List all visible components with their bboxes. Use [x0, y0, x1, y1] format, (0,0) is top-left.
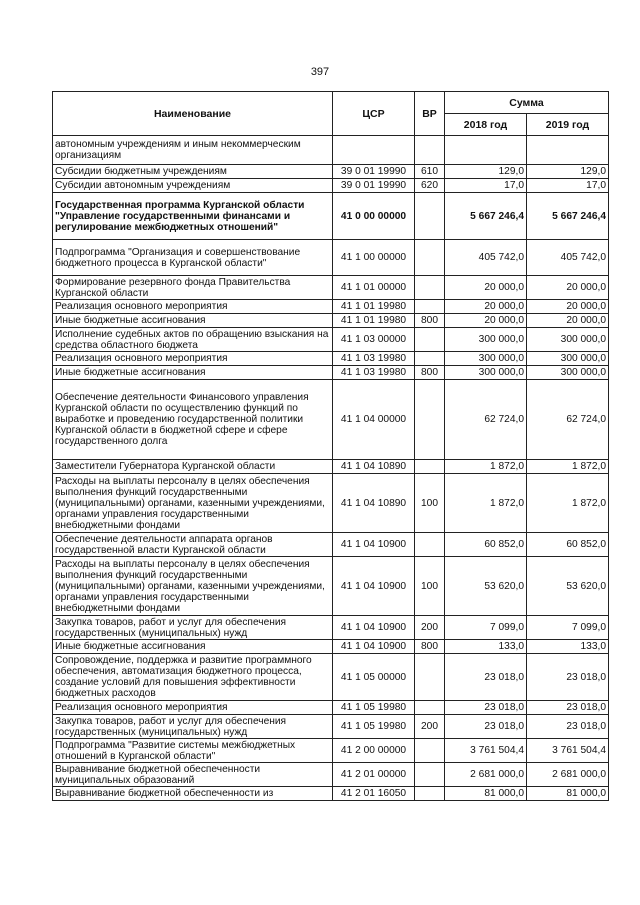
row-amount-2019: 129,0 — [527, 165, 609, 179]
table-row — [53, 165, 609, 179]
row-vr — [415, 300, 445, 314]
table-row — [53, 640, 609, 654]
row-amount-2018: 300 000,0 — [445, 328, 527, 352]
row-name: Исполнение судебных актов по обращению взыскания на средства областного бюджета — [53, 328, 333, 352]
row-vr: 620 — [415, 179, 445, 193]
row-amount-2018: 129,0 — [445, 165, 527, 179]
row-amount-2019: 1 872,0 — [527, 474, 609, 533]
row-name: Закупка товаров, работ и услуг для обеспечения государственных (муниципальных) нужд — [53, 616, 333, 640]
row-vr: 100 — [415, 557, 445, 616]
row-amount-2019: 300 000,0 — [527, 366, 609, 380]
row-amount-2019: 23 018,0 — [527, 701, 609, 715]
row-vr — [415, 328, 445, 352]
row-name: Государственная программа Курганской области "Управление государственными финансами и регулирование межбюджетных отношений" — [53, 193, 333, 240]
row-amount-2019 — [527, 136, 609, 165]
row-csr: 41 1 05 19980 — [333, 701, 415, 715]
row-vr: 800 — [415, 314, 445, 328]
row-csr: 41 1 05 00000 — [333, 654, 415, 701]
row-amount-2018: 17,0 — [445, 179, 527, 193]
row-amount-2019: 53 620,0 — [527, 557, 609, 616]
table-row — [53, 380, 609, 460]
header-vr: ВР — [415, 92, 445, 136]
row-name: Иные бюджетные ассигнования — [53, 640, 333, 654]
row-csr: 39 0 01 19990 — [333, 165, 415, 179]
row-csr: 41 1 04 10890 — [333, 460, 415, 474]
row-csr: 41 1 01 19980 — [333, 314, 415, 328]
row-vr — [415, 352, 445, 366]
row-csr: 41 1 00 00000 — [333, 240, 415, 276]
table-row — [53, 300, 609, 314]
page-number: 397 — [310, 66, 330, 78]
row-vr — [415, 276, 445, 300]
row-vr: 200 — [415, 616, 445, 640]
row-amount-2018: 23 018,0 — [445, 715, 527, 739]
row-amount-2019: 23 018,0 — [527, 654, 609, 701]
row-csr: 41 1 04 10900 — [333, 533, 415, 557]
header-2018: 2018 год — [445, 114, 527, 136]
row-amount-2019: 62 724,0 — [527, 380, 609, 460]
row-csr: 41 1 04 10900 — [333, 616, 415, 640]
row-csr: 41 1 03 19980 — [333, 352, 415, 366]
row-vr — [415, 193, 445, 240]
row-vr: 200 — [415, 715, 445, 739]
row-amount-2019: 5 667 246,4 — [527, 193, 609, 240]
row-amount-2018: 81 000,0 — [445, 787, 527, 801]
row-name: Обеспечение деятельности аппарата органов государственной власти Курганской области — [53, 533, 333, 557]
row-csr: 41 1 03 00000 — [333, 328, 415, 352]
row-amount-2018 — [445, 136, 527, 165]
row-amount-2018: 1 872,0 — [445, 474, 527, 533]
row-amount-2018: 20 000,0 — [445, 300, 527, 314]
row-vr — [415, 739, 445, 763]
table-row — [53, 352, 609, 366]
row-name: Заместители Губернатора Курганской области — [53, 460, 333, 474]
row-name: Реализация основного мероприятия — [53, 352, 333, 366]
row-name: автономным учреждениям и иным некоммерческим организациям — [53, 136, 333, 165]
table-row — [53, 715, 609, 739]
table-row — [53, 739, 609, 763]
row-csr: 41 0 00 00000 — [333, 193, 415, 240]
row-name: Подпрограмма "Развитие системы межбюджетных отношений в Курганской области" — [53, 739, 333, 763]
row-csr: 41 1 04 00000 — [333, 380, 415, 460]
budget-table — [52, 91, 609, 801]
row-vr — [415, 460, 445, 474]
row-vr — [415, 787, 445, 801]
row-vr: 800 — [415, 640, 445, 654]
row-name: Расходы на выплаты персоналу в целях обеспечения выполнения функций государственными (муниципальными) органами, казенными учреждениями, органами управления государственными внебюджетными фондами — [53, 557, 333, 616]
row-amount-2019: 3 761 504,4 — [527, 739, 609, 763]
row-amount-2018: 62 724,0 — [445, 380, 527, 460]
row-name: Сопровождение, поддержка и развитие программного обеспечения, автоматизация бюджетного процесса, создание условий для повышения эффективности бюджетных расходов — [53, 654, 333, 701]
row-name: Расходы на выплаты персоналу в целях обеспечения выполнения функций государственными (муниципальными) органами, казенными учреждениями, органами управления государственными внебюджетными фондами — [53, 474, 333, 533]
table-row — [53, 763, 609, 787]
row-vr — [415, 240, 445, 276]
table-row — [53, 366, 609, 380]
row-amount-2019: 23 018,0 — [527, 715, 609, 739]
row-amount-2019: 17,0 — [527, 179, 609, 193]
row-amount-2019: 133,0 — [527, 640, 609, 654]
row-amount-2019: 81 000,0 — [527, 787, 609, 801]
row-csr: 41 2 01 16050 — [333, 787, 415, 801]
row-amount-2018: 3 761 504,4 — [445, 739, 527, 763]
row-vr — [415, 654, 445, 701]
row-amount-2018: 405 742,0 — [445, 240, 527, 276]
row-amount-2019: 405 742,0 — [527, 240, 609, 276]
table-row — [53, 328, 609, 352]
header-sum: Сумма — [445, 92, 609, 114]
row-amount-2019: 60 852,0 — [527, 533, 609, 557]
row-name: Субсидии бюджетным учреждениям — [53, 165, 333, 179]
row-csr: 41 1 04 10900 — [333, 640, 415, 654]
row-amount-2018: 5 667 246,4 — [445, 193, 527, 240]
row-csr: 41 1 03 19980 — [333, 366, 415, 380]
row-amount-2019: 20 000,0 — [527, 300, 609, 314]
row-csr: 41 1 01 00000 — [333, 276, 415, 300]
row-amount-2018: 1 872,0 — [445, 460, 527, 474]
row-csr: 41 2 01 00000 — [333, 763, 415, 787]
row-amount-2018: 23 018,0 — [445, 654, 527, 701]
header-2019: 2019 год — [527, 114, 609, 136]
row-amount-2018: 133,0 — [445, 640, 527, 654]
table-row — [53, 533, 609, 557]
table-row — [53, 179, 609, 193]
table-row — [53, 240, 609, 276]
row-csr: 41 1 01 19980 — [333, 300, 415, 314]
row-amount-2018: 7 099,0 — [445, 616, 527, 640]
row-amount-2019: 1 872,0 — [527, 460, 609, 474]
row-amount-2018: 20 000,0 — [445, 276, 527, 300]
table-row — [53, 136, 609, 165]
row-amount-2018: 23 018,0 — [445, 701, 527, 715]
row-vr — [415, 380, 445, 460]
row-csr — [333, 136, 415, 165]
row-name: Формирование резервного фонда Правительства Курганской области — [53, 276, 333, 300]
row-amount-2019: 7 099,0 — [527, 616, 609, 640]
header-csr: ЦСР — [333, 92, 415, 136]
row-amount-2019: 300 000,0 — [527, 352, 609, 366]
row-name: Выравнивание бюджетной обеспеченности муниципальных образований — [53, 763, 333, 787]
row-csr: 41 1 04 10900 — [333, 557, 415, 616]
row-amount-2019: 2 681 000,0 — [527, 763, 609, 787]
row-amount-2018: 300 000,0 — [445, 366, 527, 380]
row-vr — [415, 533, 445, 557]
row-name: Реализация основного мероприятия — [53, 701, 333, 715]
row-amount-2018: 300 000,0 — [445, 352, 527, 366]
row-vr — [415, 701, 445, 715]
row-csr: 41 2 00 00000 — [333, 739, 415, 763]
row-name: Иные бюджетные ассигнования — [53, 314, 333, 328]
row-name: Субсидии автономным учреждениям — [53, 179, 333, 193]
row-vr — [415, 136, 445, 165]
table-row — [53, 193, 609, 240]
row-amount-2019: 300 000,0 — [527, 328, 609, 352]
row-name: Обеспечение деятельности Финансового управления Курганской области по осуществлению функций по выработке и проведению государственной политики Курганской области в бюджетной сфере и сфере государственного долга — [53, 380, 333, 460]
row-csr: 41 1 04 10890 — [333, 474, 415, 533]
row-vr: 100 — [415, 474, 445, 533]
header-name: Наименование — [53, 92, 333, 136]
table-row — [53, 314, 609, 328]
row-vr — [415, 763, 445, 787]
table-row — [53, 474, 609, 533]
row-csr: 41 1 05 19980 — [333, 715, 415, 739]
row-name: Выравнивание бюджетной обеспеченности из — [53, 787, 333, 801]
row-vr: 610 — [415, 165, 445, 179]
row-amount-2018: 53 620,0 — [445, 557, 527, 616]
row-amount-2019: 20 000,0 — [527, 276, 609, 300]
row-amount-2018: 60 852,0 — [445, 533, 527, 557]
row-vr: 800 — [415, 366, 445, 380]
table-row — [53, 654, 609, 701]
row-name: Закупка товаров, работ и услуг для обеспечения государственных (муниципальных) нужд — [53, 715, 333, 739]
row-csr: 39 0 01 19990 — [333, 179, 415, 193]
row-amount-2019: 20 000,0 — [527, 314, 609, 328]
row-name: Реализация основного мероприятия — [53, 300, 333, 314]
row-amount-2018: 2 681 000,0 — [445, 763, 527, 787]
table-row — [53, 701, 609, 715]
table-row — [53, 460, 609, 474]
row-name: Иные бюджетные ассигнования — [53, 366, 333, 380]
table-row — [53, 787, 609, 801]
table-row — [53, 557, 609, 616]
table-row — [53, 616, 609, 640]
table-row — [53, 276, 609, 300]
row-amount-2018: 20 000,0 — [445, 314, 527, 328]
row-name: Подпрограмма "Организация и совершенствование бюджетного процесса в Курганской области" — [53, 240, 333, 276]
